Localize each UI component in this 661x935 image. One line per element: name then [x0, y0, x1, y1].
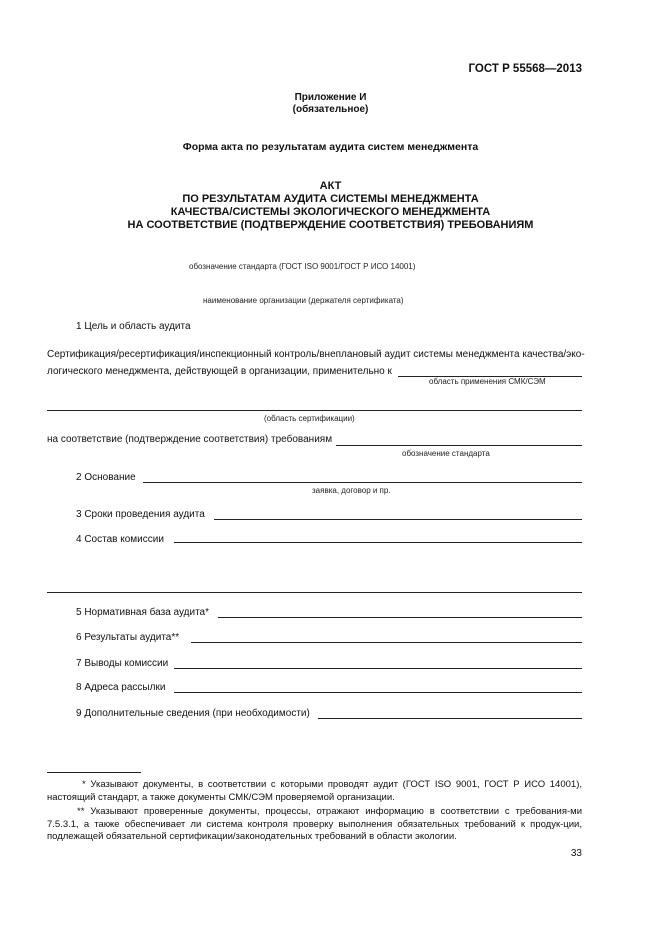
standard-caption: обозначение стандарта (ГОСТ ISO 9001/ГОСТ Р ИСО 14001) [189, 262, 416, 271]
mailing-field-line [174, 692, 582, 693]
compliance-field-line [336, 445, 582, 446]
item-conclusions-label: 7 Выводы комиссии [76, 658, 169, 669]
item-basis-label: 2 Основание [76, 472, 136, 483]
appendix-title: Приложение И [294, 92, 367, 103]
basis-caption: заявка, договор и пр. [312, 486, 391, 495]
form-title: Форма акта по результатам аудита систем менеджмента [182, 141, 479, 153]
dates-field-line [214, 519, 582, 520]
item-dates-label: 3 Сроки проведения аудита [76, 509, 205, 520]
conclusions-field-line [174, 668, 582, 669]
item-commission-label: 4 Состав комиссии [76, 534, 164, 545]
certification-area-line [47, 410, 582, 411]
section-1-heading: 1 Цель и область аудита [76, 321, 191, 332]
act-subtitle-2: КАЧЕСТВА/СИСТЕМЫ ЭКОЛОГИЧЕСКОГО МЕНЕДЖМЕНТА [170, 206, 491, 218]
standard-designation-caption: обозначение стандарта [402, 449, 490, 458]
document-code: ГОСТ Р 55568—2013 [468, 63, 582, 75]
section-1-body-line-1: Сертификация/ресертификация/инспекционный контроль/внеплановый аудит системы менеджмента качества/эко- [47, 349, 585, 360]
item-mailing-label: 8 Адреса рассылки [76, 682, 166, 693]
item-normative-label: 5 Нормативная база аудита* [76, 607, 209, 618]
section-1-body-line-2: логического менеджмента, действующей в организации, применительно к [47, 366, 392, 377]
results-field-line [191, 642, 582, 643]
compliance-label: на соответствие (подтверждение соответствия) требованиям [47, 434, 333, 445]
commission-field-line-1 [174, 542, 582, 543]
appendix-status: (обязательное) [292, 104, 369, 115]
commission-field-line-2 [47, 592, 582, 593]
basis-field-line [143, 482, 582, 483]
footnote-2: ** Указывают проверенные документы, процессы, отражают информацию в соответствии с требования-ми 7.5.3.1, а также обеспечивает ли система контроля проверку выполнения обязательных требований к продук-ции, подлежащей обязательной сертификации/законодательных требований в области экологии. [47, 806, 582, 842]
certification-area-caption: (область сертификации) [264, 414, 355, 423]
act-subtitle-1: ПО РЕЗУЛЬТАТАМ АУДИТА СИСТЕМЫ МЕНЕДЖМЕНТА [182, 193, 479, 205]
footnote-1: * Указывают документы, в соответствии с которыми проводят аудит (ГОСТ ISO 9001, ГОСТ Р ИСО 14001), настоящий стандарт, а также документы СМК/СЭМ проверяемой организации. [47, 779, 582, 803]
item-additional-label: 9 Дополнительные сведения (при необходимости) [76, 708, 310, 719]
page-number: 33 [570, 848, 582, 859]
organization-caption: наименование организации (держателя сертификата) [203, 296, 404, 305]
additional-field-line [318, 718, 582, 719]
item-results-label: 6 Результаты аудита** [76, 632, 180, 643]
normative-field-line [218, 617, 582, 618]
act-title: АКТ [319, 180, 342, 192]
act-subtitle-3: НА СООТВЕТСТВИЕ (ПОДТВЕРЖДЕНИЕ СООТВЕТСТВИЯ) ТРЕБОВАНИЯМ [127, 219, 534, 231]
scope-area-caption: область применения СМК/СЭМ [429, 377, 546, 386]
footnote-separator [47, 772, 141, 773]
